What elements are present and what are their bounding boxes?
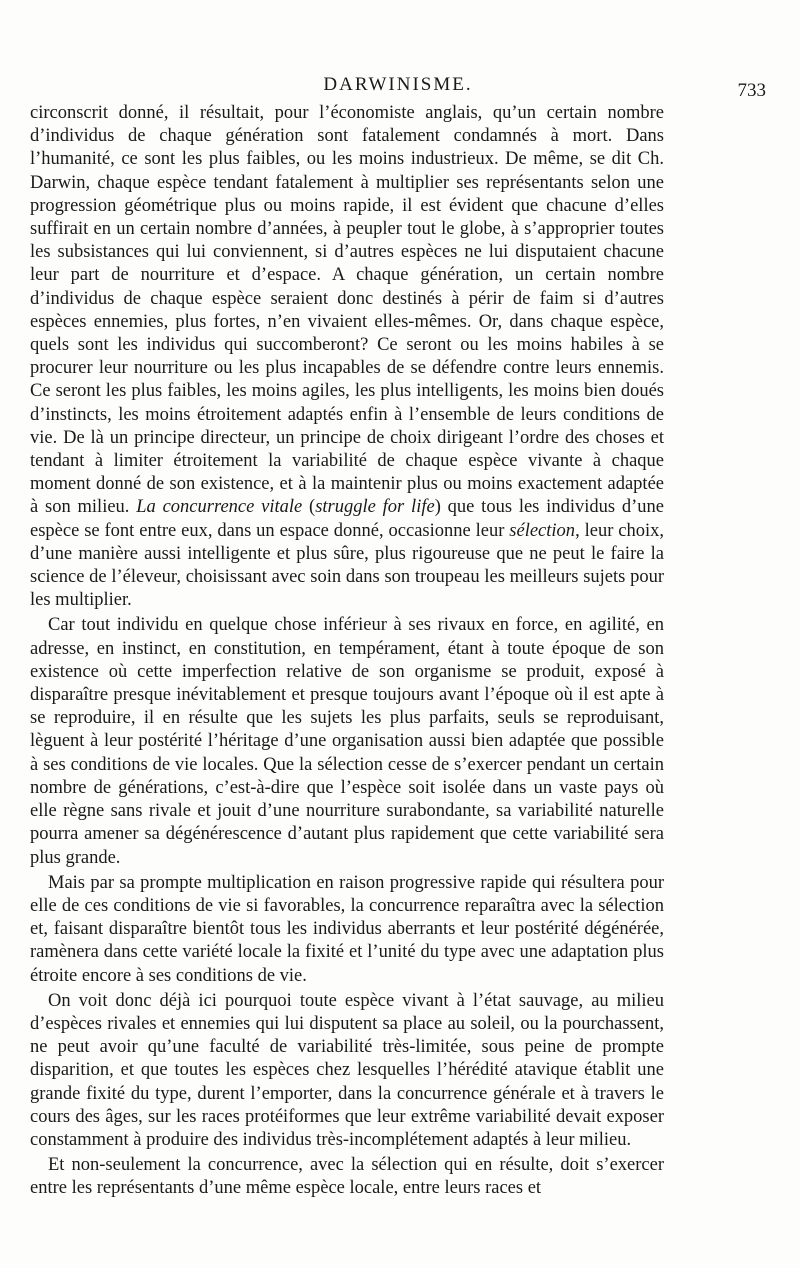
paragraph-p4 [30,990,664,1152]
italic-term: struggle for life [315,497,435,518]
italic-term: sélection [509,520,576,541]
text-run: circonscrit donné, il résultait, pour l’économiste anglais, qu’un certain nombre d’individus de chaque génération sont fatalement condamnés à mort. Dans l’humanité, ce sont les plus faibles, ou les moins industrieux. De même, se dit Ch. Darwin, chaque espèce tendant fatalement à multiplier ses représentants selon une progression géométrique plus ou moins rapide, il est évident que chacune d’elles suffirait en un certain nombre d’années, à peupler tout le globe, à s’approprier toutes les subsistances qui lui conviennent, si d’autres espèces ne lui disputaient chacune leur part de nourriture et d’espace. A chaque génération, un certain nombre d’individus de chaque espèce seraient donc destinés à périr de faim si d’autres espèces ennemies, plus fortes, n’en vivaient elles-mêmes. Or, dans chaque espèce, quels sont les individus qui succomberont? Ce seront ou les moins habiles à se procurer leur nourriture ou les plus incapables de se défendre contre leurs ennemis. Ce seront les plus faibles, les moins agiles, les plus intelligents, les moins bien doués d’instincts, les moins étroitement adaptés enfin à l’ensemble de leurs conditions de vie. De là un principe directeur, un principe de choix dirigeant l’ordre des choses et tendant à limiter étroitement la variabilité de chaque espèce vivante à chaque moment donné de son existence, et à la maintenir plus ou moins exactement adaptée à son milieu. [30,103,664,518]
running-title: DARWINISME. [323,74,473,95]
text-run: , leur choix, d’une manière aussi intelligente et plus sûre, plus rigoureuse que ne peut le faire la science de l’éleveur, choisissant avec soin dans son troupeau les meilleurs sujets pour les multiplier. [30,520,664,611]
text-run: Car tout individu en quelque chose inférieur à ses rivaux en force, en agilité, en adresse, en instinct, en constitution, en tempérament, étant à toute époque de son existence où cette imperfection relative de son organisme se produit, exposé à disparaître presque inévitablement et presque toujours avant l’époque où il est apte à se reproduire, il en résulte que les sujets les plus parfaits, seuls se reproduisant, lèguent à leur postérité l’héritage d’une organisation aussi bien adaptée que possible à ses conditions de vie locales. Que la sélection cesse de s’exercer pendant un certain nombre de générations, c’est-à-dire que l’espèce soit isolée dans un vaste pays où elle règne sans rivale et jouit d’une nourriture surabondante, sa variabilité naturelle pourra amener sa dégénérescence d’autant plus rapidement que cette variabilité sera plus grande. [30,615,664,868]
paragraph-p2 [30,614,664,869]
text-run: Et non-seulement la concurrence, avec la sélection qui en résulte, doit s’exercer entre les représentants d’une même espèce locale, entre leurs races et [30,1155,664,1199]
paragraph-p1 [30,102,664,612]
body-text [30,102,664,1201]
text-run: On voit donc déjà ici pourquoi toute espèce vivant à l’état sauvage, au milieu d’espèces rivales et ennemies qui lui disputent sa place au soleil, ou la pourchassent, ne peut avoir qu’une faculté de variabilité très-limitée, sous peine de prompte disparition, et que toutes les espèces chez lesquelles l’hérédité atavique établit une grande fixité du type, durent l’emporter, dans la concurrence générale et à travers le cours des âges, sur les races protéiformes que leur extrême variabilité devait exposer constamment à produire des individus très-incomplétement adaptés à leur milieu. [30,990,664,1150]
text-run: ) que tous les individus d’une espèce se font entre eux, dans un espace donné, occasionne leur [30,497,664,541]
page-number: 733 [737,80,766,101]
italic-term: La concurrence vitale [136,497,303,518]
paragraph-p3 [30,872,664,988]
text-run: ( [302,497,316,518]
page-header [30,70,766,100]
text-run: Mais par sa prompte multiplication en raison progressive rapide qui résultera pour elle de ces conditions de vie si favorables, la concurrence reparaîtra avec la sélection et, faisant disparaître bientôt tous les individus aberrants et leur postérité dégénérée, ramènera dans cette variété locale la fixité et l’unité du type avec une adaptation plus étroite encore à ses conditions de vie. [30,872,664,986]
paragraph-p5 [30,1154,664,1200]
